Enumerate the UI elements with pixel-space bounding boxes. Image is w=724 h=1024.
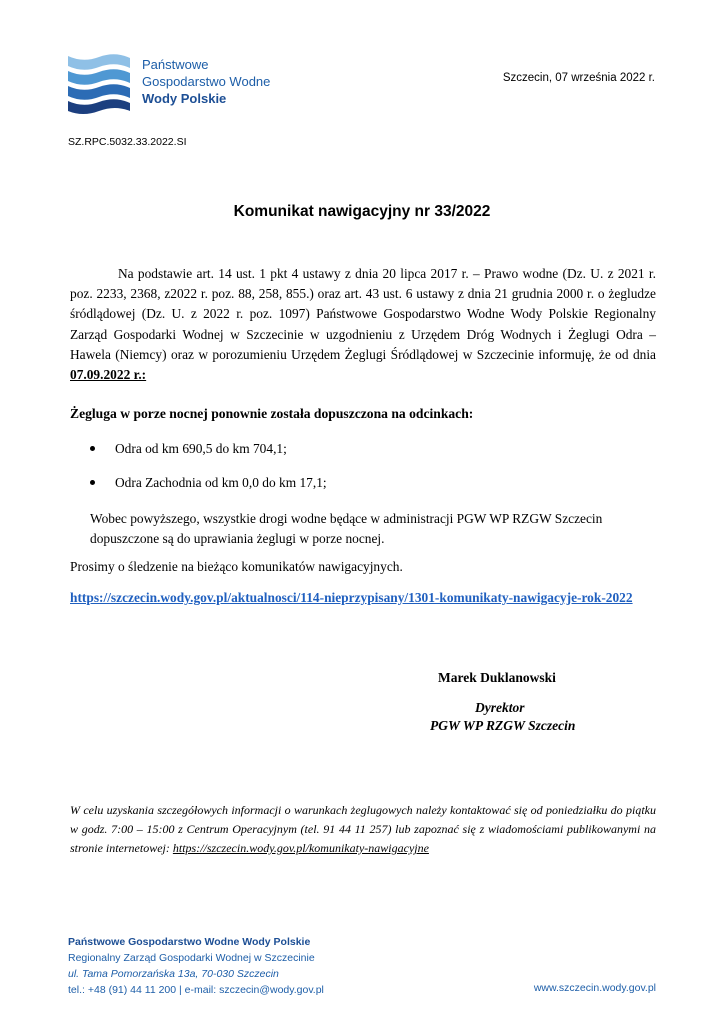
logo-line-1: Państwowe [142,57,209,72]
request-paragraph: Prosimy o śledzenie na bieżąco komunikatów nawigacyjnych. [70,559,403,574]
effective-date: 07.09.2022 r.: [70,367,147,383]
list-item [90,441,287,457]
contact-note [70,801,656,858]
intro-paragraph [70,264,656,385]
footer-address [68,934,324,998]
reference-number: SZ.RPC.5032.33.2022.SI [68,136,187,148]
bullet-icon [90,446,95,451]
wody-polskie-logo-icon [68,54,130,120]
logo-line-2: Gospodarstwo Wodne [142,74,271,89]
list-item [90,475,327,491]
list-item-text: Odra Zachodnia od km 0,0 do km 17,1; [115,475,327,490]
footer-website[interactable]: www.szczecin.wody.gov.pl [533,982,656,994]
footer-department: Regionalny Zarząd Gospodarki Wodnej w Szczecinie [68,952,315,964]
announcements-link[interactable]: https://szczecin.wody.gov.pl/aktualnosci/114-nieprzypisany/1301-komunikaty-nawigacyje-rok-2022 [70,590,633,605]
document-date: Szczecin, 07 września 2022 r. [502,72,655,84]
logo-line-3: Wody Polskie [142,91,227,106]
footer-street: ul. Tama Pomorzańska 13a, 70-030 Szczecin [68,968,279,980]
navigation-notices-link[interactable]: https://szczecin.wody.gov.pl/komunikaty-nawigacyjne [172,841,429,855]
section-heading: Żegluga w porze nocnej ponownie została dopuszczona na odcinkach: [70,406,474,421]
document-title: Komunikat nawigacyjny nr 33/2022 [233,203,491,220]
signatory-role: Dyrektor [475,700,525,715]
footer-org-name: Państwowe Gospodarstwo Wodne Wody Polskie [68,936,311,948]
signatory-organization: PGW WP RZGW Szczecin [430,718,576,733]
logo-wordmark [142,56,270,107]
contact-note-text: W celu uzyskania szczegółowych informacji o warunkach żeglugowych należy kontaktować się od poniedziałku do piątku w godz. 7:00 – 15:00 z Centrum Operacyjnym (tel. 91 44 11 257) lub zapoznać się z wiadomościami publikowanymi na stronie internetowej: [70,803,656,855]
signatory-name: Marek Duklanowski [438,670,556,685]
list-item-text: Odra od km 690,5 do km 704,1; [115,441,287,456]
bullet-icon [90,480,95,485]
intro-paragraph-text: Na podstawie art. 14 ust. 1 pkt 4 ustawy z dnia 20 lipca 2017 r. – Prawo wodne (Dz. U. z 2021 r. poz. 2233, 2368, z2022 r. poz. 88, 258, 855.) oraz art. 43 ust. 6 ustawy z dnia 21 grudnia 2000 r. o żegludze śródlądowej (Dz. U. z 2022 r. poz. 1097) Państwowe Gospodarstwo Wodne Wody Polskie Regionalny Zarząd Gospodarki Wodnej w Szczecinie w uzgodnieniu z Urzędem Dróg Wodnych i Żeglugi Odra – Hawela (Niemcy) oraz w porozumieniu Urzędem Żeglugi Śródlądowej w Szczecinie informuję, że od dnia [70,266,656,362]
consequence-paragraph: Wobec powyższego, wszystkie drogi wodne będące w administracji PGW WP RZGW Szczecin dopuszczone są do uprawiania żeglugi w porze nocnej. [90,511,603,547]
footer-contact: tel.: +48 (91) 44 11 200 | e-mail: szczecin@wody.gov.pl [68,984,324,996]
